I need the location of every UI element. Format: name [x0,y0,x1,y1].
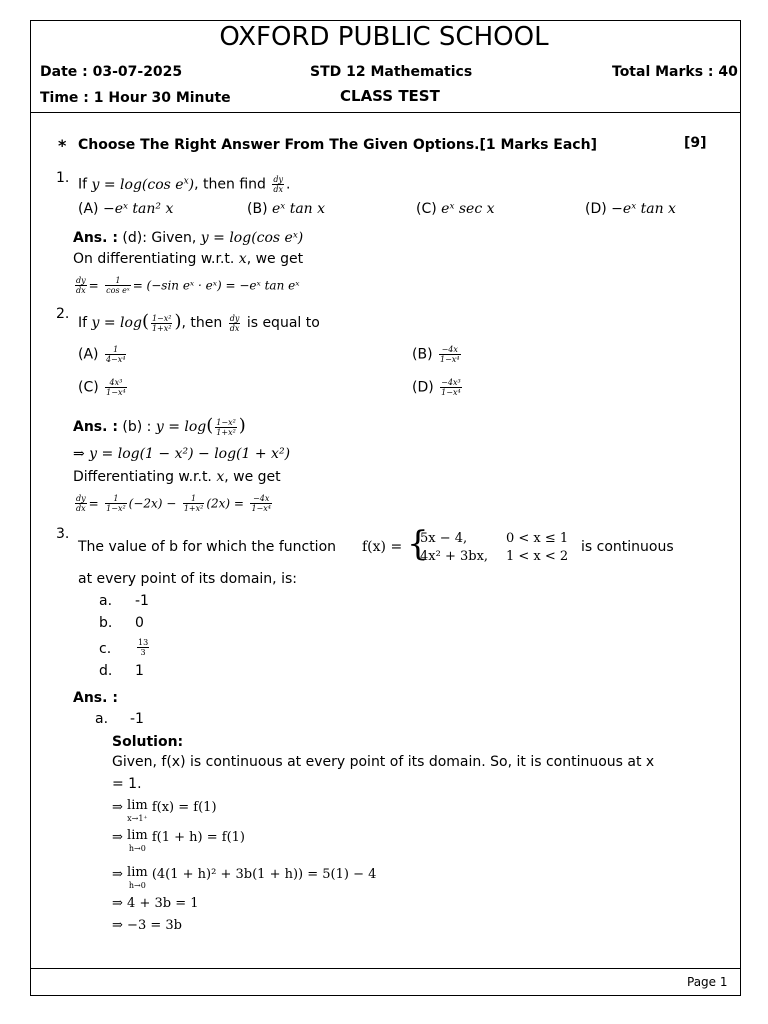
question-stem: is continuous [581,539,674,555]
answer-line: Differentiating w.r.t. x, we get [73,469,281,485]
option: (B) eˣ tan x [247,201,326,217]
question-stem: at every point of its domain, is: [78,571,297,587]
option: (C) eˣ sec x [416,201,495,217]
option-label: c. [99,641,112,657]
option-value: -1 [135,593,149,609]
solution-text: Given, f(x) is continuous at every point of its domain. So, it is continuous at x [112,754,655,770]
question-stem: If y = log(cos $e^x$), then find $\frac{dy}{dx}$ . [78,175,291,194]
piecewise-case: 5x − 4, [420,531,468,546]
function-label: f(x) = [362,539,403,555]
total-marks: Total Marks : 40 [612,64,738,80]
piecewise-condition: 1 < x < 2 [506,549,569,564]
option: (B) $\frac{-4x}{\text{1−x⁴}}$ [412,345,460,364]
answer: Ans. : (b) : y = log( $\frac{\text{1−x²}}{\text{1+x²}}$ ) [73,415,246,437]
solution-step: ⇒ −3 = 3b [112,918,182,933]
question-number: 2. [56,306,70,322]
option: (D) −eˣ tan x [585,201,676,217]
page-number: Page 1 [687,975,728,989]
solution-step: ⇒ lim x→1⁺ f(x) = f(1) [112,798,217,823]
option-value: 0 [135,615,144,631]
option-label: d. [99,663,113,679]
piecewise-condition: 0 < x ≤ 1 [506,531,569,546]
solution-step: ⇒ lim h→0 (4(1 + h)² + 3b(1 + h)) = 5(1) − 4 [112,865,377,890]
answer-label: Ans. : [73,690,118,706]
question-number: 3. [56,526,70,542]
section-instruction: Choose The Right Answer From The Given Options.[1 Marks Each] [78,137,597,153]
answer-line: $\frac{dy}{dx}$ = $\frac{1}{\text{cos eˣ}}$ = (−sin eˣ · eˣ) = −eˣ tan eˣ [76,276,300,295]
piecewise-case: 4x² + 3bx, [420,549,489,564]
test-duration: Time : 1 Hour 30 Minute [40,90,231,106]
option: (A) $\frac{1}{\text{4−x⁴}}$ [78,345,126,364]
option: (D) $\frac{\text{−4x³}}{\text{1−x⁴}}$ [412,378,461,397]
header-divider [30,112,741,113]
test-type: CLASS TEST [340,87,440,105]
question-number: 1. [56,170,70,186]
subject: STD 12 Mathematics [310,64,473,80]
option-value: $\frac{13}{3}$ [138,638,149,657]
answer-choice-label: a. [95,711,109,727]
school-name: OXFORD PUBLIC SCHOOL [219,22,549,52]
piecewise-brace: { [407,524,429,564]
solution-step: ⇒ lim h→0 f(1 + h) = f(1) [112,828,245,853]
answer-choice-value: -1 [130,711,144,727]
option: (C) $\frac{\text{4x³}}{\text{1−x⁴}}$ [78,378,126,397]
section-marks: [9] [684,135,707,151]
answer: Ans. : (d): Given, y = log(cos eˣ) [73,230,304,246]
answer-line: ⇒ y = log(1 − x²) − log(1 + x²) [73,446,291,462]
solution-label: Solution: [112,734,184,750]
footer-divider [30,968,741,969]
option-value: 1 [135,663,144,679]
answer-line: $\frac{dy}{dx}$ = $\frac{1}{\text{1−x²}}$ (−2x) − $\frac{1}{\text{1+x²}}$ (2x) = $\frac{-4x}{\text{1−x⁴}}$ [76,494,271,513]
solution-step: ⇒ 4 + 3b = 1 [112,896,199,911]
solution-text: = 1. [112,776,142,792]
option: (A) −eˣ tan² x [78,201,174,217]
section-bullet: * [58,136,67,155]
option-label: a. [99,593,113,609]
question-stem: The value of b for which the function [78,539,337,555]
answer-line: On differentiating w.r.t. x, we get [73,251,304,267]
option-label: b. [99,615,113,631]
test-date: Date : 03-07-2025 [40,64,183,80]
question-stem: If y = log( $\frac{\text{1−x²}}{\text{1+x²}}$ ), then $\frac{dy}{dx}$ is equal to [78,311,320,333]
